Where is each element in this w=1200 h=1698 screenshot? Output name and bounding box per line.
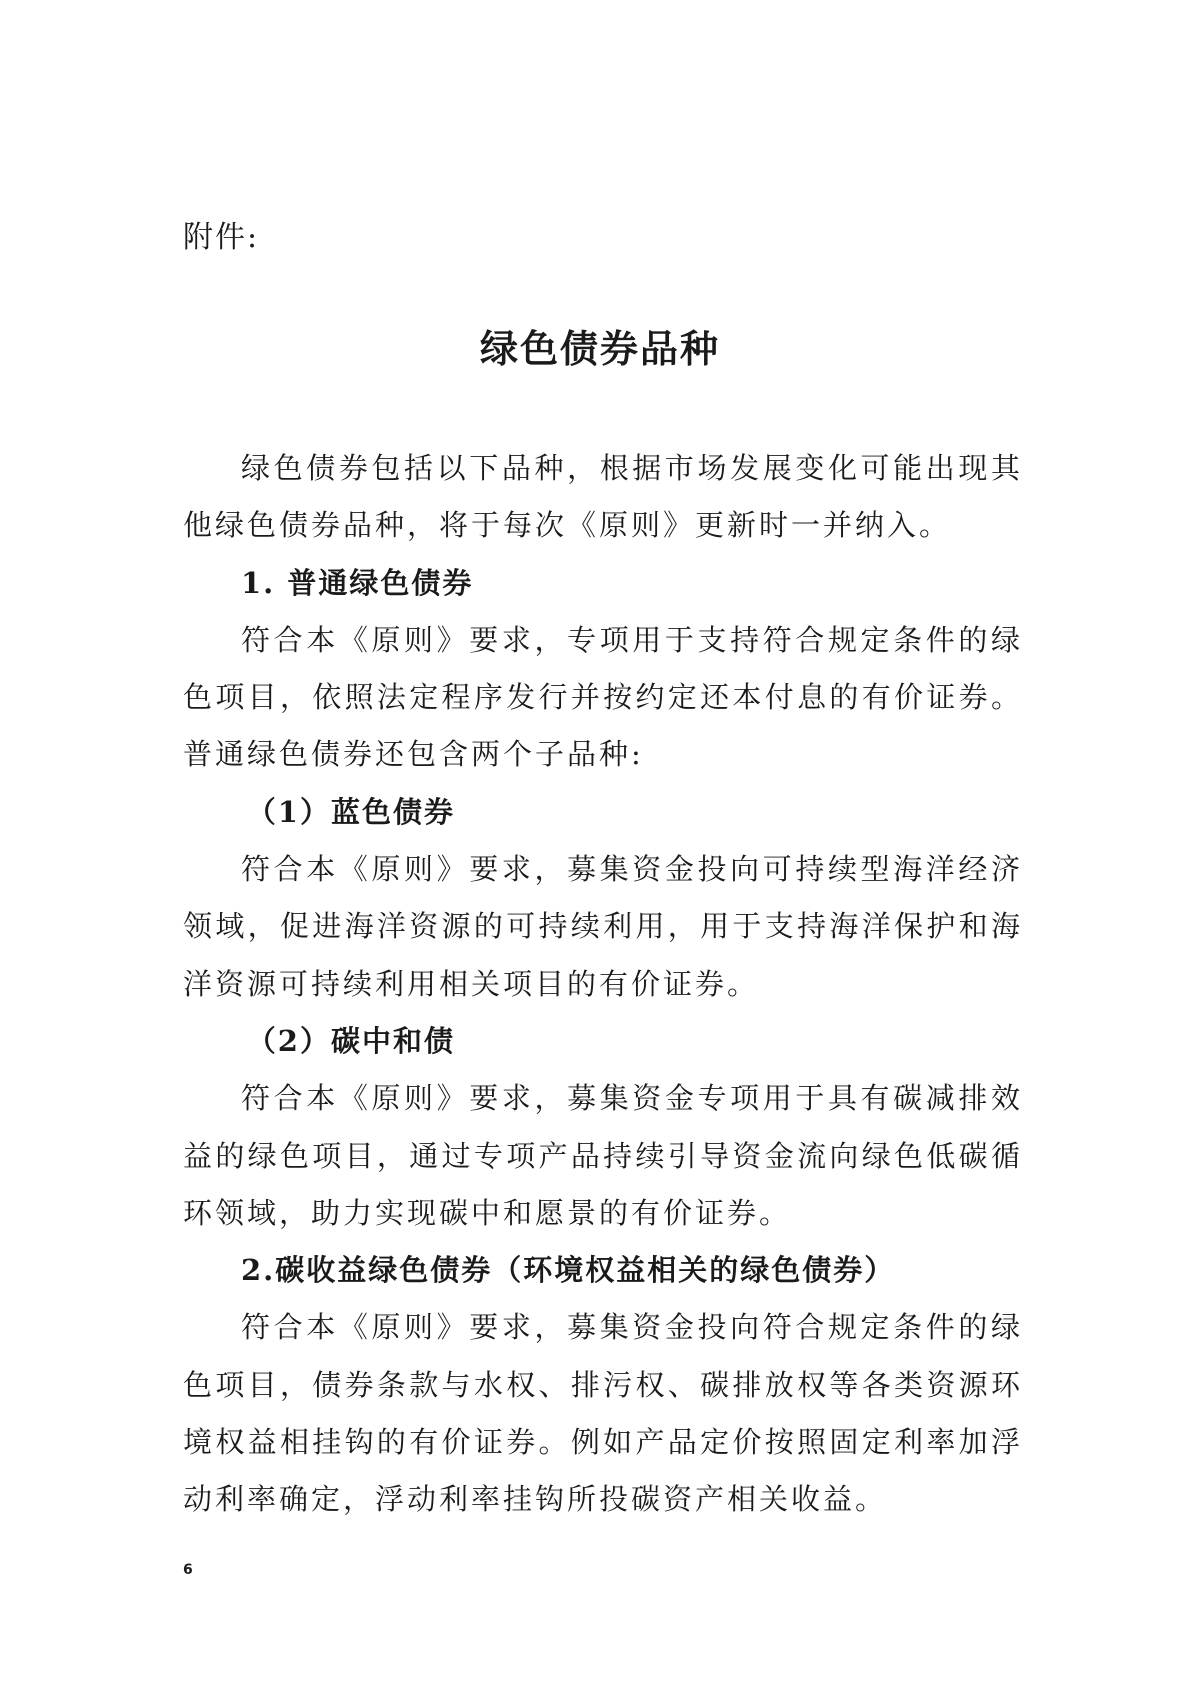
section-body-carbon-neutral-bonds: 符合本《原则》要求，募集资金专项用于具有碳减排效益的绿色项目，通过专项产品持续引导资金流向绿色低碳循环领域，助力实现碳中和愿景的有价证券。 (183, 1081, 1023, 1230)
section-heading-general-green-bonds: 1. 普通绿色债券 (241, 565, 474, 600)
section-heading-blue-bonds: （1）蓝色债券 (246, 794, 455, 829)
section-body-general-green-bonds: 符合本《原则》要求，专项用于支持符合规定条件的绿色项目，依照法定程序发行并按约定还本付息的有价证券。普通绿色债券还包含两个子品种: (183, 622, 1023, 772)
section-body-blue-bonds: 符合本《原则》要求，募集资金投向可持续型海洋经济领域，促进海洋资源的可持续利用，用于支持海洋保护和海洋资源可持续利用相关项目的有价证券。 (183, 852, 1023, 1001)
intro-paragraph: 绿色债券包括以下品种，根据市场发展变化可能出现其他绿色债券品种，将于每次《原则》更新时一并纳入。 (183, 451, 1023, 543)
document-body (183, 440, 1023, 1529)
section-heading-carbon-yield-green-bonds: 2.碳收益绿色债券（环境权益相关的绿色债券） (241, 1253, 896, 1288)
section-body-carbon-yield-green-bonds: 符合本《原则》要求，募集资金投向符合规定条件的绿色项目，债券条款与水权、排污权、碳排放权等各类资源环境权益相挂钩的有价证券。例如产品定价按照固定利率加浮动利率确定，浮动利率挂钩所投碳资产相关收益。 (183, 1310, 1023, 1517)
document-title: 绿色债券品种 (479, 327, 720, 371)
attachment-label: 附件: (183, 220, 260, 255)
section-heading-carbon-neutral-bonds: （2）碳中和债 (246, 1023, 455, 1058)
page-number: 6 (183, 1562, 193, 1578)
